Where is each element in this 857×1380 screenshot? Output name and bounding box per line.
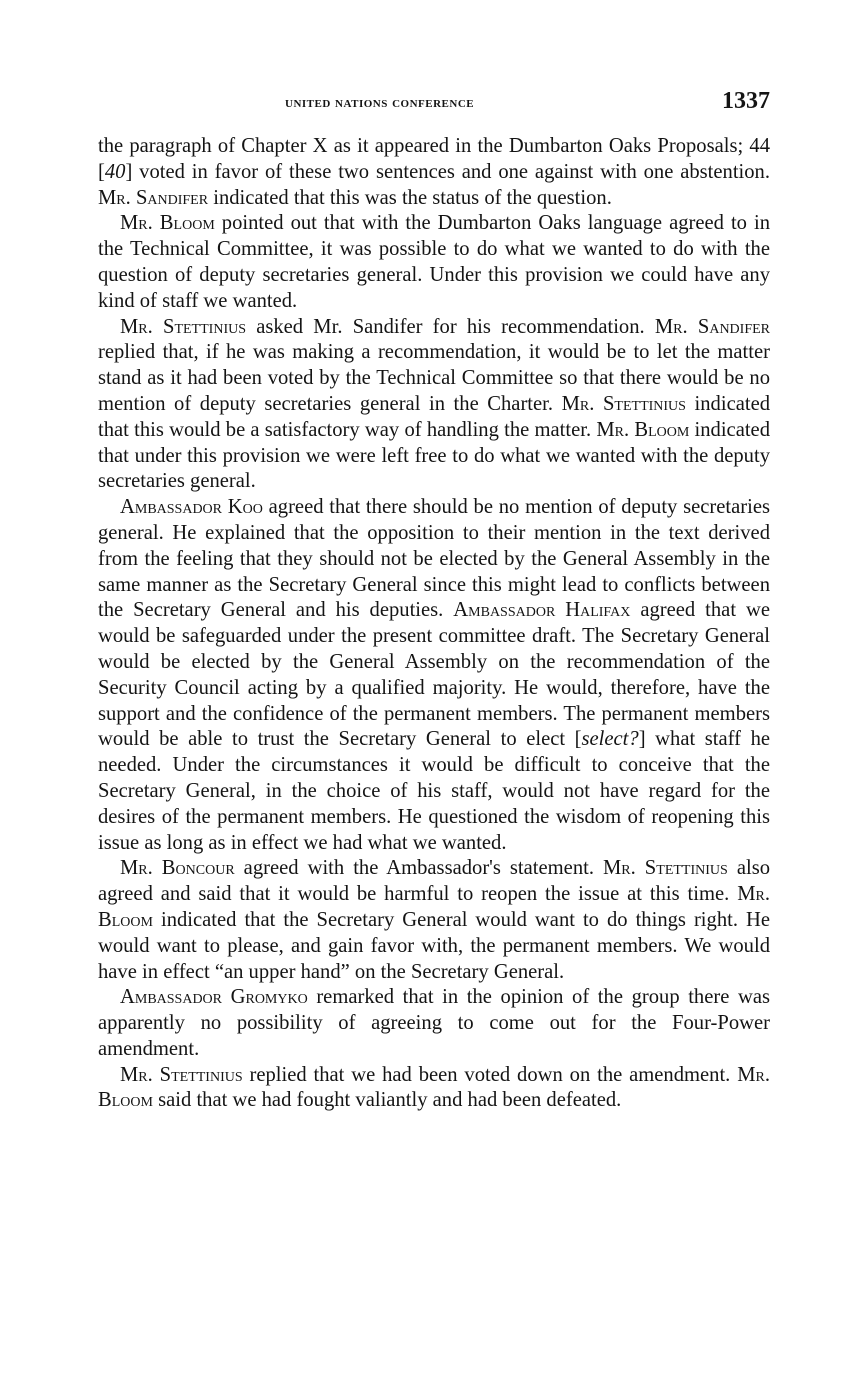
speaker-name: Mr. Stettinius [603, 857, 728, 880]
page-header [98, 88, 770, 122]
speaker-name: Ambassador Koo [120, 496, 263, 519]
paragraph-4: Ambassador Koo agreed that there should be no mention of deputy secretaries general. He explained that the opposition to their mention in the text derived from the feeling that they should not be elected by the General Assembly in the same manner as the Secretary General since this might lead to conflicts between the Secretary General and his deputies. Ambassador Halifax agreed that we would be safeguarded under the present committee draft. The Secretary General would be elected by the General Assembly on the recommendation of the Security Council acting by a qualified majority. He would, therefore, have the support and the confidence of the permanent members. The permanent members would be able to trust the Secretary General to elect [select?] what staff he needed. Under the circumstances it would be difficult to conceive that the Secretary General, in the choice of his staff, would not have regard for the desires of the permanent members. He questioned the wisdom of reopening this issue as long as in effect we had what we wanted. [98, 496, 771, 854]
editorial-insertion: select? [581, 728, 639, 751]
page-number: 1337 [722, 88, 770, 114]
paragraph-3: Mr. Stettinius asked Mr. Sandifer for his recommendation. Mr. Sandifer replied that, if he was making a recommendation, it would be to let the matter stand as it had been voted by the Technical Committee so that there would be no mention of deputy secretaries general in the Charter. Mr. Stettinius indicated that this would be a satisfactory way of handling the matter. Mr. Bloom indicated that under this provision we were left free to do what we wanted with the deputy secretaries general. [98, 315, 771, 493]
speaker-name: Ambassador Gromyko [120, 986, 308, 1009]
speaker-name: Mr. Bloom [120, 212, 215, 235]
paragraph-7: Mr. Stettinius replied that we had been voted down on the amendment. Mr. Bloom said that we had fought valiantly and had been defeated. [98, 1063, 770, 1112]
speaker-name: Ambassador Halifax [453, 599, 631, 622]
speaker-name: Mr. Stettinius [120, 1063, 243, 1086]
speaker-name: Mr. Stettinius [120, 315, 246, 338]
speaker-name: Mr. Boncour [120, 857, 235, 880]
speaker-name: Mr. Bloom [596, 418, 690, 441]
speaker-name: Mr. Stettinius [561, 392, 686, 415]
paragraph-1: the paragraph of Chapter X as it appeared in the Dumbarton Oaks Proposals; 44 [40] voted in favor of these two sentences and one against with one abstention. Mr. Sandifer indicated that this was the status of the question. [98, 135, 770, 209]
paragraph-5: Mr. Boncour agreed with the Ambassador's statement. Mr. Stettinius also agreed and said that it would be harmful to reopen the issue at this time. Mr. Bloom indicated that the Secretary General would want to do things right. He would want to please, and gain favor with, the permanent members. We would have in effect “an upper hand” on the Secretary General. [98, 857, 770, 983]
speaker-name: Mr. Sandifer [98, 186, 209, 209]
speaker-name: Mr. Bloom [98, 883, 770, 931]
speaker-name: Mr. Sandifer [654, 315, 771, 338]
paragraph-6: Ambassador Gromyko remarked that in the opinion of the group there was apparently no possibility of agreeing to come out for the Four-Power amendment. [98, 986, 770, 1060]
editorial-insertion: 40 [104, 160, 126, 183]
paragraph-2: Mr. Bloom pointed out that with the Dumbarton Oaks language agreed to in the Technical Committee, it was possible to do what we wanted to do with the question of deputy secretaries general. Under this provision we could have any kind of staff we wanted. [98, 212, 771, 312]
speaker-name: Mr. Bloom [98, 1063, 770, 1112]
body-text [98, 134, 770, 1114]
running-head: united nations conference [285, 95, 475, 111]
